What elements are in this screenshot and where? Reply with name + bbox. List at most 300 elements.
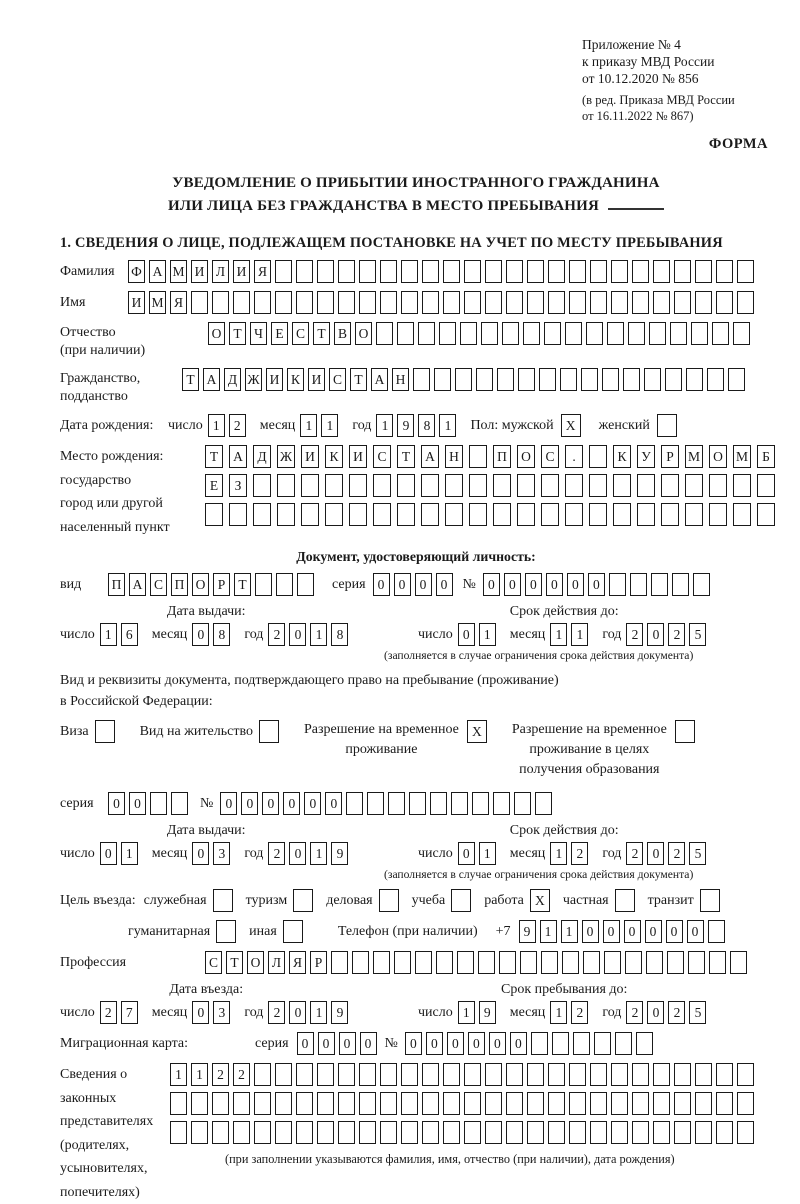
char-cell[interactable]: О: [247, 951, 264, 974]
char-cell[interactable]: [469, 474, 487, 497]
char-cell[interactable]: 5: [689, 1001, 706, 1024]
char-cell[interactable]: А: [371, 368, 388, 391]
char-cell[interactable]: [716, 1092, 733, 1115]
char-cell[interactable]: 0: [192, 1001, 209, 1024]
char-cell[interactable]: [649, 322, 666, 345]
char-cell[interactable]: Ж: [245, 368, 262, 391]
char-cell[interactable]: 0: [645, 920, 662, 943]
char-cell[interactable]: [625, 951, 642, 974]
char-cell[interactable]: 0: [405, 1032, 422, 1055]
char-cell[interactable]: 5: [689, 623, 706, 646]
char-cell[interactable]: [716, 291, 733, 314]
char-cell[interactable]: [338, 1063, 355, 1086]
char-cell[interactable]: 0: [647, 623, 664, 646]
char-cell[interactable]: О: [517, 445, 535, 468]
char-cell[interactable]: [644, 368, 661, 391]
char-cell[interactable]: [527, 291, 544, 314]
char-cell[interactable]: 0: [192, 623, 209, 646]
char-cell[interactable]: М: [685, 445, 703, 468]
char-cell[interactable]: [485, 291, 502, 314]
char-cell[interactable]: [630, 573, 647, 596]
char-cell[interactable]: 1: [310, 623, 327, 646]
char-cell[interactable]: [317, 291, 334, 314]
char-cell[interactable]: [397, 322, 414, 345]
char-cell[interactable]: Н: [392, 368, 409, 391]
char-cell[interactable]: [611, 260, 628, 283]
char-cell[interactable]: П: [171, 573, 188, 596]
male-checkbox[interactable]: X: [561, 414, 581, 437]
char-cell[interactable]: Р: [310, 951, 327, 974]
char-cell[interactable]: [552, 1032, 569, 1055]
char-cell[interactable]: Е: [271, 322, 288, 345]
char-cell[interactable]: [733, 503, 751, 526]
char-cell[interactable]: [548, 1092, 565, 1115]
char-cell[interactable]: [443, 1063, 460, 1086]
char-cell[interactable]: Я: [289, 951, 306, 974]
char-cell[interactable]: 1: [321, 414, 338, 437]
temp-permit-checkbox[interactable]: X: [467, 720, 487, 743]
char-cell[interactable]: 0: [546, 573, 563, 596]
char-cell[interactable]: 3: [213, 842, 230, 865]
char-cell[interactable]: Е: [205, 474, 223, 497]
char-cell[interactable]: 3: [213, 1001, 230, 1024]
char-cell[interactable]: [277, 503, 295, 526]
char-cell[interactable]: [493, 474, 511, 497]
char-cell[interactable]: [535, 792, 552, 815]
char-cell[interactable]: С: [292, 322, 309, 345]
char-cell[interactable]: [665, 368, 682, 391]
char-cell[interactable]: [632, 1121, 649, 1144]
char-cell[interactable]: [548, 1121, 565, 1144]
char-cell[interactable]: [422, 260, 439, 283]
char-cell[interactable]: 0: [108, 792, 125, 815]
char-cell[interactable]: [757, 503, 775, 526]
char-cell[interactable]: 2: [229, 414, 246, 437]
char-cell[interactable]: [523, 322, 540, 345]
char-cell[interactable]: [609, 573, 626, 596]
char-cell[interactable]: [394, 951, 411, 974]
char-cell[interactable]: [436, 951, 453, 974]
char-cell[interactable]: [674, 1092, 691, 1115]
char-cell[interactable]: [485, 1121, 502, 1144]
char-cell[interactable]: 1: [310, 1001, 327, 1024]
char-cell[interactable]: [590, 260, 607, 283]
char-cell[interactable]: [565, 322, 582, 345]
char-cell[interactable]: [317, 1092, 334, 1115]
char-cell[interactable]: [317, 260, 334, 283]
char-cell[interactable]: 2: [626, 623, 643, 646]
char-cell[interactable]: [275, 260, 292, 283]
char-cell[interactable]: [685, 474, 703, 497]
char-cell[interactable]: [737, 1121, 754, 1144]
char-cell[interactable]: [637, 474, 655, 497]
char-cell[interactable]: [401, 1121, 418, 1144]
char-cell[interactable]: 8: [418, 414, 435, 437]
char-cell[interactable]: 0: [458, 623, 475, 646]
char-cell[interactable]: 0: [297, 1032, 314, 1055]
char-cell[interactable]: [439, 322, 456, 345]
char-cell[interactable]: [569, 291, 586, 314]
char-cell[interactable]: 0: [647, 1001, 664, 1024]
char-cell[interactable]: [691, 322, 708, 345]
char-cell[interactable]: И: [266, 368, 283, 391]
char-cell[interactable]: 1: [100, 623, 117, 646]
char-cell[interactable]: А: [421, 445, 439, 468]
char-cell[interactable]: [708, 920, 725, 943]
char-cell[interactable]: 0: [360, 1032, 377, 1055]
char-cell[interactable]: [275, 1092, 292, 1115]
char-cell[interactable]: [346, 792, 363, 815]
option-checkbox[interactable]: [451, 889, 471, 912]
char-cell[interactable]: О: [355, 322, 372, 345]
char-cell[interactable]: [590, 1092, 607, 1115]
char-cell[interactable]: 2: [571, 842, 588, 865]
char-cell[interactable]: [583, 951, 600, 974]
char-cell[interactable]: 0: [192, 842, 209, 865]
char-cell[interactable]: [401, 1092, 418, 1115]
char-cell[interactable]: [527, 1063, 544, 1086]
char-cell[interactable]: 1: [170, 1063, 187, 1086]
char-cell[interactable]: 8: [331, 623, 348, 646]
char-cell[interactable]: 2: [668, 1001, 685, 1024]
char-cell[interactable]: [548, 291, 565, 314]
char-cell[interactable]: [367, 792, 384, 815]
char-cell[interactable]: 1: [376, 414, 393, 437]
char-cell[interactable]: [325, 503, 343, 526]
char-cell[interactable]: [422, 1121, 439, 1144]
char-cell[interactable]: [380, 1063, 397, 1086]
char-cell[interactable]: 2: [668, 623, 685, 646]
char-cell[interactable]: У: [637, 445, 655, 468]
char-cell[interactable]: [518, 368, 535, 391]
char-cell[interactable]: 0: [318, 1032, 335, 1055]
char-cell[interactable]: 1: [458, 1001, 475, 1024]
char-cell[interactable]: [737, 260, 754, 283]
char-cell[interactable]: [602, 368, 619, 391]
char-cell[interactable]: [443, 260, 460, 283]
char-cell[interactable]: [481, 322, 498, 345]
char-cell[interactable]: [297, 573, 314, 596]
char-cell[interactable]: [693, 573, 710, 596]
char-cell[interactable]: Р: [213, 573, 230, 596]
option-checkbox[interactable]: [379, 889, 399, 912]
char-cell[interactable]: [672, 573, 689, 596]
char-cell[interactable]: [478, 951, 495, 974]
char-cell[interactable]: [632, 1092, 649, 1115]
char-cell[interactable]: [661, 474, 679, 497]
char-cell[interactable]: [212, 291, 229, 314]
char-cell[interactable]: 0: [394, 573, 411, 596]
char-cell[interactable]: А: [149, 260, 166, 283]
char-cell[interactable]: [422, 291, 439, 314]
char-cell[interactable]: К: [613, 445, 631, 468]
char-cell[interactable]: [611, 1092, 628, 1115]
char-cell[interactable]: 0: [241, 792, 258, 815]
char-cell[interactable]: 0: [283, 792, 300, 815]
char-cell[interactable]: [253, 474, 271, 497]
char-cell[interactable]: К: [325, 445, 343, 468]
char-cell[interactable]: [623, 368, 640, 391]
option-checkbox[interactable]: [283, 920, 303, 943]
char-cell[interactable]: 0: [567, 573, 584, 596]
char-cell[interactable]: [464, 291, 481, 314]
char-cell[interactable]: [646, 951, 663, 974]
char-cell[interactable]: [520, 951, 537, 974]
char-cell[interactable]: [674, 291, 691, 314]
char-cell[interactable]: [653, 1092, 670, 1115]
char-cell[interactable]: 0: [582, 920, 599, 943]
char-cell[interactable]: [233, 291, 250, 314]
char-cell[interactable]: [401, 260, 418, 283]
char-cell[interactable]: [373, 474, 391, 497]
char-cell[interactable]: [469, 445, 487, 468]
visa-checkbox[interactable]: [95, 720, 115, 743]
char-cell[interactable]: [695, 291, 712, 314]
char-cell[interactable]: [653, 1121, 670, 1144]
char-cell[interactable]: 2: [268, 623, 285, 646]
char-cell[interactable]: [586, 322, 603, 345]
char-cell[interactable]: 0: [588, 573, 605, 596]
char-cell[interactable]: [636, 1032, 653, 1055]
char-cell[interactable]: 2: [668, 842, 685, 865]
char-cell[interactable]: [464, 1092, 481, 1115]
char-cell[interactable]: [421, 503, 439, 526]
char-cell[interactable]: [443, 1092, 460, 1115]
char-cell[interactable]: 0: [510, 1032, 527, 1055]
char-cell[interactable]: [695, 1121, 712, 1144]
char-cell[interactable]: [380, 1121, 397, 1144]
char-cell[interactable]: [451, 792, 468, 815]
char-cell[interactable]: 0: [220, 792, 237, 815]
char-cell[interactable]: С: [150, 573, 167, 596]
char-cell[interactable]: [472, 792, 489, 815]
char-cell[interactable]: [150, 792, 167, 815]
char-cell[interactable]: [737, 1092, 754, 1115]
char-cell[interactable]: [653, 260, 670, 283]
char-cell[interactable]: 0: [504, 573, 521, 596]
char-cell[interactable]: [590, 1063, 607, 1086]
char-cell[interactable]: Т: [182, 368, 199, 391]
char-cell[interactable]: [421, 474, 439, 497]
char-cell[interactable]: П: [108, 573, 125, 596]
char-cell[interactable]: [376, 322, 393, 345]
char-cell[interactable]: [569, 260, 586, 283]
char-cell[interactable]: [275, 1121, 292, 1144]
char-cell[interactable]: [373, 503, 391, 526]
char-cell[interactable]: [373, 951, 390, 974]
char-cell[interactable]: [359, 260, 376, 283]
char-cell[interactable]: К: [287, 368, 304, 391]
char-cell[interactable]: [380, 291, 397, 314]
char-cell[interactable]: И: [349, 445, 367, 468]
char-cell[interactable]: [611, 291, 628, 314]
char-cell[interactable]: [565, 474, 583, 497]
char-cell[interactable]: [485, 1092, 502, 1115]
char-cell[interactable]: А: [129, 573, 146, 596]
char-cell[interactable]: [434, 368, 451, 391]
char-cell[interactable]: М: [149, 291, 166, 314]
char-cell[interactable]: И: [308, 368, 325, 391]
char-cell[interactable]: 1: [208, 414, 225, 437]
char-cell[interactable]: 2: [212, 1063, 229, 1086]
char-cell[interactable]: [212, 1092, 229, 1115]
char-cell[interactable]: [632, 291, 649, 314]
char-cell[interactable]: 0: [373, 573, 390, 596]
char-cell[interactable]: [548, 1063, 565, 1086]
char-cell[interactable]: И: [233, 260, 250, 283]
char-cell[interactable]: 1: [571, 623, 588, 646]
char-cell[interactable]: [296, 1092, 313, 1115]
char-cell[interactable]: [275, 291, 292, 314]
char-cell[interactable]: [589, 474, 607, 497]
char-cell[interactable]: С: [205, 951, 222, 974]
char-cell[interactable]: 0: [458, 842, 475, 865]
char-cell[interactable]: [670, 322, 687, 345]
char-cell[interactable]: [674, 1121, 691, 1144]
char-cell[interactable]: [728, 368, 745, 391]
char-cell[interactable]: 1: [561, 920, 578, 943]
char-cell[interactable]: И: [191, 260, 208, 283]
char-cell[interactable]: [445, 503, 463, 526]
char-cell[interactable]: 0: [262, 792, 279, 815]
char-cell[interactable]: [254, 1121, 271, 1144]
char-cell[interactable]: [469, 503, 487, 526]
temp-permit-edu-checkbox[interactable]: [675, 720, 695, 743]
char-cell[interactable]: [562, 951, 579, 974]
char-cell[interactable]: Б: [757, 445, 775, 468]
char-cell[interactable]: [661, 503, 679, 526]
char-cell[interactable]: 0: [468, 1032, 485, 1055]
char-cell[interactable]: И: [128, 291, 145, 314]
char-cell[interactable]: [485, 1063, 502, 1086]
char-cell[interactable]: 0: [289, 1001, 306, 1024]
char-cell[interactable]: [460, 322, 477, 345]
char-cell[interactable]: [275, 1063, 292, 1086]
char-cell[interactable]: [409, 792, 426, 815]
char-cell[interactable]: [233, 1121, 250, 1144]
char-cell[interactable]: [338, 291, 355, 314]
option-checkbox[interactable]: X: [530, 889, 550, 912]
char-cell[interactable]: [716, 260, 733, 283]
char-cell[interactable]: [317, 1063, 334, 1086]
char-cell[interactable]: Л: [268, 951, 285, 974]
char-cell[interactable]: [569, 1063, 586, 1086]
char-cell[interactable]: .: [565, 445, 583, 468]
char-cell[interactable]: [296, 1063, 313, 1086]
female-checkbox[interactable]: [657, 414, 677, 437]
char-cell[interactable]: [277, 474, 295, 497]
char-cell[interactable]: [506, 1121, 523, 1144]
char-cell[interactable]: 0: [525, 573, 542, 596]
char-cell[interactable]: [506, 1063, 523, 1086]
char-cell[interactable]: [253, 503, 271, 526]
char-cell[interactable]: Д: [224, 368, 241, 391]
char-cell[interactable]: [514, 792, 531, 815]
char-cell[interactable]: [712, 322, 729, 345]
char-cell[interactable]: [380, 1092, 397, 1115]
char-cell[interactable]: 7: [121, 1001, 138, 1024]
char-cell[interactable]: [352, 951, 369, 974]
char-cell[interactable]: [757, 474, 775, 497]
char-cell[interactable]: [651, 573, 668, 596]
char-cell[interactable]: [359, 291, 376, 314]
char-cell[interactable]: Т: [313, 322, 330, 345]
char-cell[interactable]: [709, 474, 727, 497]
char-cell[interactable]: Ф: [128, 260, 145, 283]
char-cell[interactable]: [331, 951, 348, 974]
char-cell[interactable]: М: [733, 445, 751, 468]
char-cell[interactable]: [506, 1092, 523, 1115]
option-checkbox[interactable]: [700, 889, 720, 912]
char-cell[interactable]: Н: [445, 445, 463, 468]
char-cell[interactable]: [613, 503, 631, 526]
char-cell[interactable]: А: [203, 368, 220, 391]
char-cell[interactable]: [589, 445, 607, 468]
char-cell[interactable]: [430, 792, 447, 815]
char-cell[interactable]: [464, 260, 481, 283]
char-cell[interactable]: 9: [479, 1001, 496, 1024]
char-cell[interactable]: 1: [550, 842, 567, 865]
char-cell[interactable]: [707, 368, 724, 391]
char-cell[interactable]: [401, 291, 418, 314]
char-cell[interactable]: [397, 503, 415, 526]
char-cell[interactable]: [485, 260, 502, 283]
char-cell[interactable]: 2: [100, 1001, 117, 1024]
char-cell[interactable]: [737, 1063, 754, 1086]
char-cell[interactable]: 0: [304, 792, 321, 815]
char-cell[interactable]: 0: [129, 792, 146, 815]
char-cell[interactable]: [349, 474, 367, 497]
option-checkbox[interactable]: [293, 889, 313, 912]
char-cell[interactable]: 6: [121, 623, 138, 646]
char-cell[interactable]: Л: [212, 260, 229, 283]
char-cell[interactable]: И: [301, 445, 319, 468]
char-cell[interactable]: [415, 951, 432, 974]
char-cell[interactable]: 2: [268, 1001, 285, 1024]
char-cell[interactable]: [539, 368, 556, 391]
char-cell[interactable]: [730, 951, 747, 974]
char-cell[interactable]: 1: [479, 623, 496, 646]
char-cell[interactable]: Я: [170, 291, 187, 314]
char-cell[interactable]: [737, 291, 754, 314]
char-cell[interactable]: [359, 1092, 376, 1115]
char-cell[interactable]: [301, 503, 319, 526]
char-cell[interactable]: Я: [254, 260, 271, 283]
char-cell[interactable]: [359, 1121, 376, 1144]
char-cell[interactable]: [527, 1092, 544, 1115]
char-cell[interactable]: 2: [268, 842, 285, 865]
char-cell[interactable]: Д: [253, 445, 271, 468]
char-cell[interactable]: 0: [436, 573, 453, 596]
char-cell[interactable]: [589, 503, 607, 526]
char-cell[interactable]: [613, 474, 631, 497]
char-cell[interactable]: [170, 1121, 187, 1144]
char-cell[interactable]: 5: [689, 842, 706, 865]
char-cell[interactable]: [191, 1121, 208, 1144]
char-cell[interactable]: [615, 1032, 632, 1055]
char-cell[interactable]: 8: [213, 623, 230, 646]
char-cell[interactable]: Т: [226, 951, 243, 974]
char-cell[interactable]: [191, 1092, 208, 1115]
char-cell[interactable]: [397, 474, 415, 497]
char-cell[interactable]: 0: [415, 573, 432, 596]
char-cell[interactable]: [531, 1032, 548, 1055]
char-cell[interactable]: [301, 474, 319, 497]
char-cell[interactable]: [445, 474, 463, 497]
char-cell[interactable]: [632, 260, 649, 283]
char-cell[interactable]: [422, 1092, 439, 1115]
char-cell[interactable]: [686, 368, 703, 391]
